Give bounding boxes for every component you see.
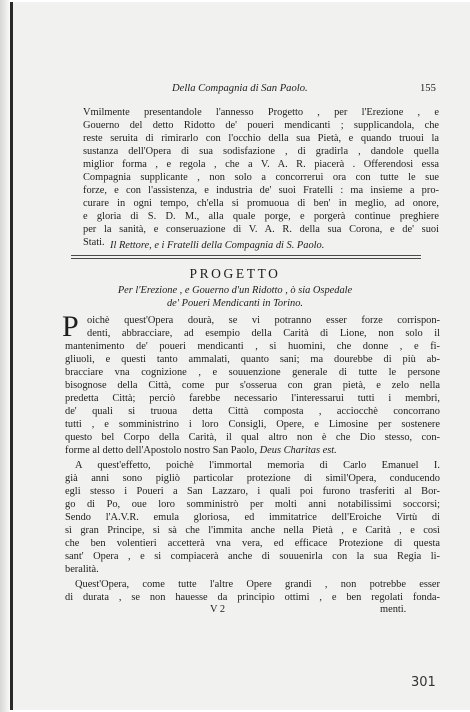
signature-mark: V 2 [210,604,226,615]
text-line: gliuoli, e questi tanto ammalati, quanto sani; ma dourebbe di più ab- [65,354,440,365]
text-line: per la sanità, e conseruazione di V. A. R. della sua Corona, e de' suoi [83,224,439,235]
text-line: predetta Città; perciò farebbe necessario l'interessarui tutti i membri, [65,393,440,404]
text-line: Quest'Opera, come tutte l'altre Opere grandi , non potrebbe esser [75,579,440,590]
text-line: denti, abbracciare, ad esempio della Carità di Lione, non solo il [87,328,440,339]
text-line: miglior forma , e regola , che a V. A. R. piacerà . Offerendosi essa [83,159,439,170]
text-line: Gouerno del detto Ridotto de' poueri mendicanti ; supplicandola, che [83,120,439,131]
subtitle-line: de' Poueri Mendicanti in Torino. [166,298,304,309]
divider-rule [71,258,421,259]
text-line: sì gran Principe, si sà che l'immita anche nella Pietà , e Carità , e così [65,525,440,536]
text-line: Sendo l'A.V.R. emula gloriosa, ed immitatrice dell'Eroiche Virtù di [65,512,440,523]
signature: Il Rettore, e i Fratelli della Compagnia di S. Paolo. [110,240,325,251]
catchword: menti. [380,604,407,615]
text-line: beralità. [65,564,99,575]
text-line: Stati. [83,237,105,248]
italic-quote: Deus Charitas est. [259,445,337,456]
text-line: de' quali si truoua detta Città composta , acciocchè concorrano [65,406,440,417]
text-line: tutti , e somministrino i loro Consigli, Opere, e Limosine per sostenere [65,419,440,430]
text-line: oichè quest'Opera dourà, se vi potranno esser forze corrispon- [87,315,440,326]
handwritten-page-number: 301 [411,675,436,690]
text-line-prefix: forme al detto dell'Apostolo nostro San Paolo, [65,445,260,456]
text-line: bracciare vna cognizione , e souuenzione generale di tutte le persone [65,367,440,378]
text-line: egli stesso i Poueri a San Lazzaro, i quali poi furono trasferiti al Bor- [65,486,440,497]
text-line: questo bel Corpo della Carità, il qual altro non è che Dio stesso, con- [65,432,440,443]
text-line: Vmilmente presentandole l'annesso Progetto , per l'Erezione , e [83,107,439,118]
text-line: bisognose della Città, come pur s'osserua con gran pietà, e zelo nella [65,380,440,391]
subtitle-line: Per l'Erezione , e Gouerno d'un Ridotto , ò sia Ospedale [117,285,353,296]
text-line: curare in ogni tempo, ch'ella si promuoua di ben' in meglio, ad onore, [83,198,439,209]
book-gutter [0,0,10,712]
text-line: forze, e con l'assistenza, e industria de' suoi Fratelli : ma insieme a pro- [83,185,439,196]
text-line: reste seruita di rimirarlo con l'occhio della sua Pietà, e quando truoui la [83,133,439,144]
section-title: PROGETTO [189,266,281,281]
text-line: e gloria di S. D. M., alla quale porge, e porgerà continue preghiere [83,211,439,222]
text-line: A quest'effetto, poichè l'immortal memoria di Carlo Emanuel I. [75,460,440,471]
divider-rule [71,255,421,256]
text-line: sustanza dell'Opera di sua sodisfazione , di gradirla , dandole quella [83,146,439,157]
text-line [65,444,440,457]
text-line: mantenimento de' poueri mendicanti , si huomini, che donne , e fi- [65,341,440,352]
text-line: che ben volentieri accetterà vna vera, ed efficace Protezione di questa [65,538,440,549]
text-line: già anni sono pigliò particolar protezione di simil'Opera, conducendo [65,473,440,484]
text-line: sant' Opera , e si compiacerà anche di souuenirla con la sua Regia li- [65,551,440,562]
text-line: di durata , se non hauesse da principio ottimi , e ben regolati fonda- [65,592,440,603]
running-header: Della Compagnia di San Paolo. [172,83,308,94]
text-line: Compagnia supplicante , non solo a concorrerui ora con tutte le sue [83,172,439,183]
drop-cap: P [62,310,79,343]
text-line: go di Po, oue loro somministrò per molti anni notabilissimi soccorsi; [65,499,440,510]
page-number: 155 [420,83,436,94]
